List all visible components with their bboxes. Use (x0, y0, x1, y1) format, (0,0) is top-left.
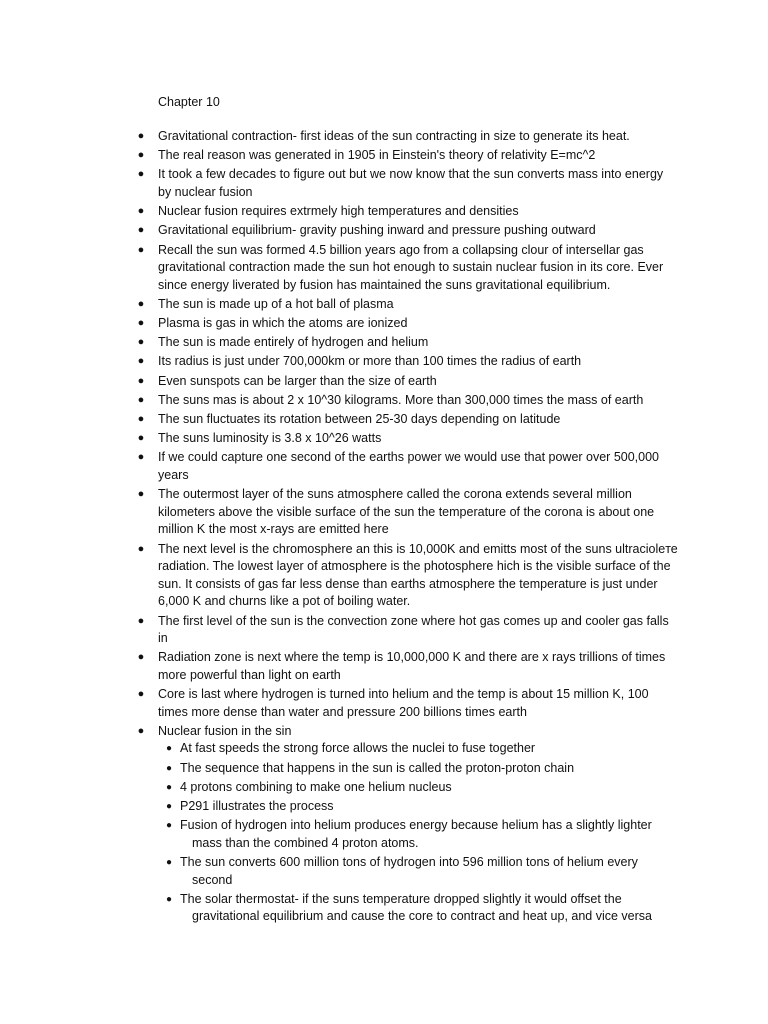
sub-list-item-text: At fast speeds the strong force allows the nuclei to fuse together (180, 741, 536, 756)
bullet-icon: ● (137, 413, 145, 426)
list-item (0, 449, 678, 484)
chapter-title: Chapter 10 (158, 95, 220, 109)
list-item-text: The sun is made entirely of hydrogen and helium (158, 335, 429, 350)
bullet-icon: ● (137, 688, 145, 701)
list-item-text: Gravitational equilibrium- gravity pushing inward and pressure pushing outward (158, 223, 596, 238)
bullet-icon: ● (137, 205, 145, 218)
bullet-icon: ● (137, 149, 145, 162)
sub-list-item-text: Fusion of hydrogen into helium produces energy because helium has a slightly lighter mass than the combined 4 proton atoms. (180, 818, 652, 850)
list-item-text: The suns mas is about 2 x 10^30 kilograms. More than 300,000 times the mass of earth (158, 392, 644, 407)
sub-bullet-icon: ● (165, 857, 173, 868)
list-item (0, 723, 678, 926)
sub-list-item-text: The sequence that happens in the sun is called the proton-proton chain (180, 760, 575, 775)
list-item-text: The sun fluctuates its rotation between 25-30 days depending on latitude (158, 412, 561, 427)
bullet-icon: ● (137, 336, 145, 349)
list-item-text: Core is last where hydrogen is turned into helium and the temp is about 15 million K, 100 times more dense than water and pressure 200 billions times earth (158, 687, 649, 719)
list-item (0, 222, 678, 240)
list-item-text: Even sunspots can be larger than the size of earth (158, 373, 437, 388)
sub-list-item-text: 4 protons combining to make one helium nucleus (180, 779, 452, 794)
bullet-icon: ● (137, 317, 145, 330)
list-item-text: The outermost layer of the suns atmosphere called the corona extends several million kilometers above the visible surface of the sun the temperature of the corona is about one million K the most x-rays are emitted here (158, 487, 655, 537)
bullet-icon: ● (137, 130, 145, 142)
sub-list-item (0, 779, 672, 797)
sub-bullet-icon: ● (165, 801, 173, 813)
bullet-icon: ● (137, 488, 145, 501)
sub-list (158, 740, 678, 926)
list-item (0, 649, 678, 684)
list-item-text: Its radius is just under 700,000km or more than 100 times the radius of earth (158, 354, 582, 369)
list-item (0, 315, 678, 333)
list-item (0, 147, 678, 165)
bullet-icon: ● (137, 432, 145, 445)
list-item (0, 203, 678, 221)
bullet-icon: ● (137, 374, 145, 387)
list-item (0, 430, 678, 448)
sub-list-item (0, 798, 672, 816)
list-item (0, 541, 678, 611)
sub-bullet-icon: ● (165, 820, 173, 832)
list-item-text: The real reason was generated in 1905 in Einstein's theory of relativity E=mc^2 (158, 148, 596, 163)
sub-list-item (0, 817, 672, 852)
sub-list-item (0, 740, 672, 758)
bullet-icon: ● (137, 614, 145, 627)
list-item (0, 686, 678, 721)
list-item-text: Recall the sun was formed 4.5 billion years ago from a collapsing clour of intersellar gas gravitational contraction made the sun hot enough to sustain nuclear fusion in its core. Ever since energy liverated by fusion has maintained the suns gravitational equilibrium. (158, 242, 664, 292)
list-item (0, 392, 678, 410)
list-item-text: Nuclear fusion requires extrmely high temperatures and densities (158, 204, 519, 219)
list-item (0, 242, 678, 295)
list-item-text: The next level is the chromosphere an this is 10,000K and emitts most of the suns ultracioleте radiation. The lowest layer of atmosphere is the photosphere hich is the visible surface of the sun. It consists of gas far less dense than earths atmosphere the temperature is just under 6,000 K and churns like a pot of boiling water. (158, 541, 678, 609)
list-item (0, 128, 678, 146)
notes-list (0, 128, 768, 928)
bullet-icon: ● (137, 168, 145, 181)
list-item (0, 334, 678, 352)
list-item-text: Nuclear fusion in the sin (158, 723, 292, 738)
list-item-text: Gravitational contraction- first ideas of the sun contracting in size to generate its heat. (158, 129, 630, 143)
list-item (0, 296, 678, 314)
bullet-icon: ● (137, 224, 145, 237)
list-item (0, 166, 678, 201)
sub-bullet-icon: ● (165, 893, 173, 905)
list-item (0, 411, 678, 429)
bullet-icon: ● (137, 243, 145, 256)
sub-list-item-text: The sun converts 600 million tons of hydrogen into 596 million tons of helium every second (180, 855, 638, 887)
bullet-icon: ● (137, 542, 145, 555)
list-item-text: It took a few decades to figure out but we now know that the sun converts mass into energy by nuclear fusion (158, 167, 664, 199)
bullet-icon: ● (137, 297, 145, 310)
list-item-text: Radiation zone is next where the temp is 10,000,000 K and there are x rays trillions of times more powerful than light on earth (158, 650, 666, 682)
sub-bullet-icon: ● (165, 762, 173, 774)
list-item-text: If we could capture one second of the earths power we would use that power over 500,000 years (158, 450, 660, 482)
sub-list-item (0, 891, 672, 926)
list-item (0, 353, 678, 371)
list-item-text: The suns luminosity is 3.8 x 10^26 watts (158, 431, 382, 446)
list-item-text: The first level of the sun is the convection zone where hot gas comes up and cooler gas falls in (158, 613, 669, 646)
sub-bullet-icon: ● (165, 781, 173, 793)
list-item-text: Plasma is gas in which the atoms are ionized (158, 316, 408, 331)
list-item (0, 373, 678, 391)
bullet-icon: ● (137, 393, 145, 406)
bullet-icon: ● (137, 355, 145, 368)
list-item (0, 486, 678, 539)
list-item (0, 613, 678, 648)
bullet-icon: ● (137, 451, 145, 464)
bullet-icon: ● (137, 651, 145, 664)
sub-list-item (0, 760, 672, 778)
sub-bullet-icon: ● (165, 743, 173, 755)
list-item-text: The sun is made up of a hot ball of plasma (158, 296, 394, 311)
sub-list-item-text: The solar thermostat- if the suns temperature dropped slightly it would offset the gravitational equilibrium and cause the core to contract and heat up, and vice versa (180, 891, 652, 924)
bullet-icon: ● (137, 724, 145, 737)
sub-list-item (0, 854, 672, 889)
sub-list-item-text: P291 illustrates the process (180, 799, 334, 814)
